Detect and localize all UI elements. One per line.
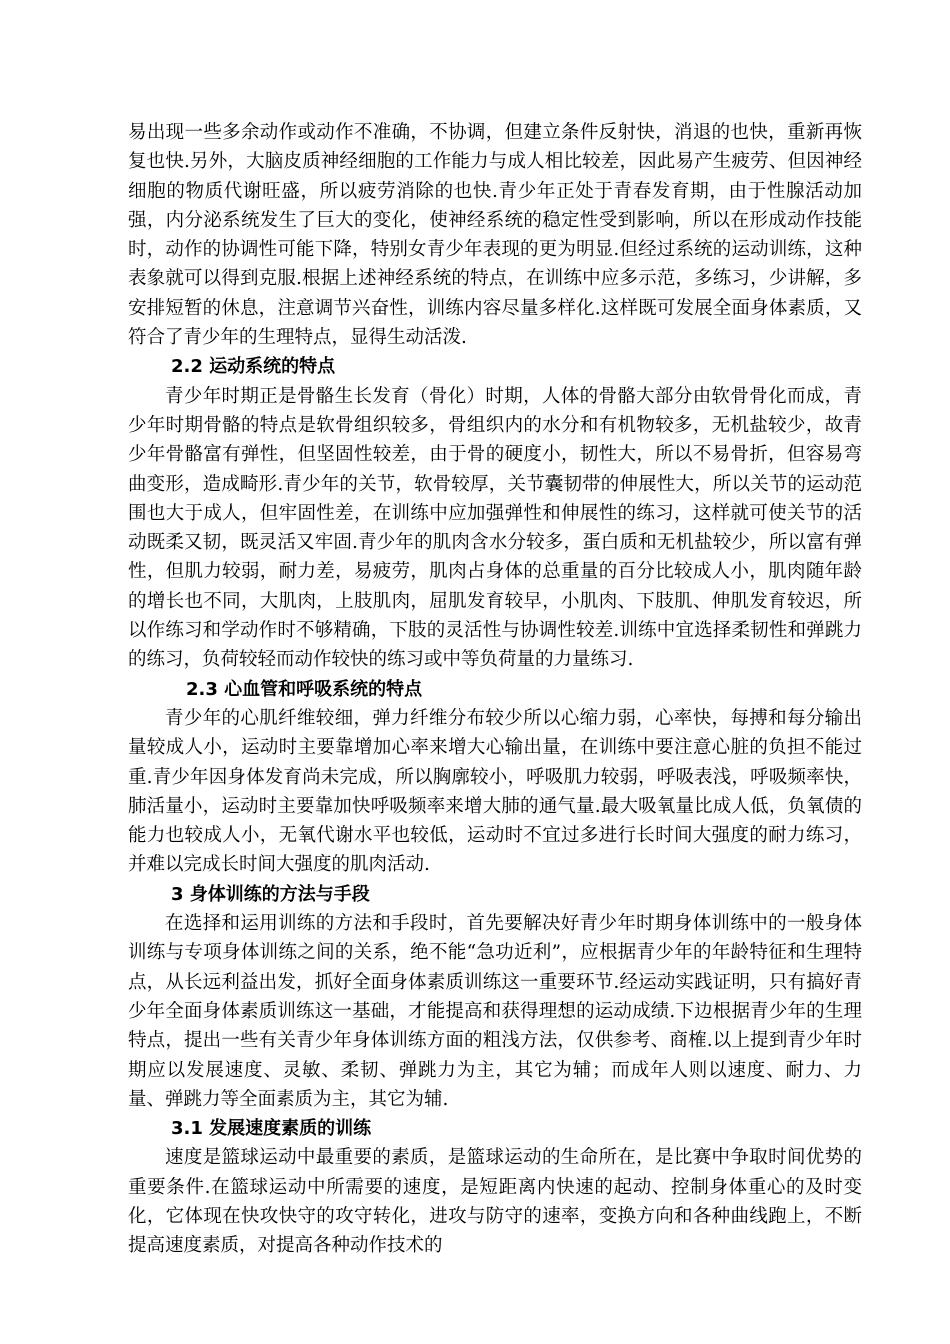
body-paragraph: 青少年的心肌纤维较细，弹力纤维分布较少所以心缩力弱，心率快，每搏和每分输出量较成人小，运动时主要靠增加心率来增大心输出量，在训练中要注意心脏的负担不能过重.青少年因身体发育尚未完成，所以胸廓较小，呼吸肌力较弱，呼吸表浅，呼吸频率快，肺活量小，运动时主要靠加快呼吸频率来增大肺的通气量.最大吸氧量比成人低，负氧债的能力也较成人小，无氧代谢水平也较低，运动时不宜过多进行长时间大强度的耐力练习，并难以完成长时间大强度的肌肉活动. [128, 707, 862, 876]
section-heading: 3 身体训练的方法与手段 [171, 883, 370, 905]
section-heading: 2.2 运动系统的特点 [171, 356, 336, 378]
section-heading: 2.3 心血管和呼吸系统的特点 [186, 678, 423, 700]
body-paragraph: 易出现一些多余动作或动作不准确，不协调，但建立条件反射快，消退的也快，重新再恢复也快.另外，大脑皮质神经细胞的工作能力与成人相比较差，因此易产生疲劳、但因神经细胞的物质代谢旺盛，所以疲劳消除的也快.青少年正处于青春发育期，由于性腺活动加强，内分泌系统发生了巨大的变化，使神经系统的稳定性受到影响，所以在形成动作技能时，动作的协调性可能下降，特别女青少年表现的更为明显.但经过系统的运动训练，这种表象就可以得到克服.根据上述神经系统的特点，在训练中应多示范，多练习，少讲解，多安排短暂的休息，注意调节兴奋性，训练内容尽量多样化.这样既可发展全面身体素质，又符合了青少年的生理特点，显得生动活泼. [128, 122, 862, 349]
body-paragraph: 速度是篮球运动中最重要的素质，是篮球运动的生命所在，是比赛中争取时间优势的重要条件.在篮球运动中所需要的速度，是短距离内快速的起动、控制身体重心的及时变化，它体现在快攻快守的攻守转化，进攻与防守的速率，变换方向和各种曲线跑上，不断提高速度素质，对提高各种动作技术的 [128, 1147, 862, 1257]
section-heading: 3.1 发展速度素质的训练 [171, 1118, 372, 1140]
body-paragraph: 青少年时期正是骨骼生长发育（骨化）时期，人体的骨骼大部分由软骨骨化而成，青少年时期骨骼的特点是软骨组织较多，骨组织内的水分和有机物较多，无机盐较少，故青少年骨骼富有弹性，但坚固性较差，由于骨的硬度小，韧性大，所以不易骨折，但容易弯曲变形，造成畸形.青少年的关节，软骨较厚，关节囊韧带的伸展性大，所以关节的运动范围也大于成人，但牢固性差，在训练中应加强弹性和伸展性的练习，这样就可使关节的活动既柔又韧，既灵活又牢固.青少年的肌肉含水分较多，蛋白质和无机盐较少，所以富有弹性，但肌力较弱，耐力差，易疲劳，肌肉占身体的总重量的百分比较成人小，肌肉随年龄的增长也不同，大肌肉，上肢肌肉，屈肌发育较早，小肌肉、下肢肌、伸肌发育较迟，所以作练习和学动作时不够精确，下肢的灵活性与协调性较差.训练中宜选择柔韧性和弹跳力的练习，负荷较轻而动作较快的练习或中等负荷量的力量练习. [128, 385, 862, 671]
body-paragraph: 在选择和运用训练的方法和手段时，首先要解决好青少年时期身体训练中的一般身体训练与专项身体训练之间的关系，绝不能“急功近利”，应根据青少年的年龄特征和生理特点，从长远利益出发，抓好全面身体素质训练这一重要环节.经运动实践证明，只有搞好青少年全面身体素质训练这一基础，才能提高和获得理想的运动成绩.下边根据青少年的生理特点，提出一些有关青少年身体训练方面的粗浅方法，仅供参考、商榷.以上提到青少年时期应以发展速度、灵敏、柔韧、弹跳力为主，其它为辅；而成年人则以速度、耐力、力量、弹跳力等全面素质为主，其它为辅. [128, 913, 862, 1110]
document-page [128, 118, 862, 1261]
